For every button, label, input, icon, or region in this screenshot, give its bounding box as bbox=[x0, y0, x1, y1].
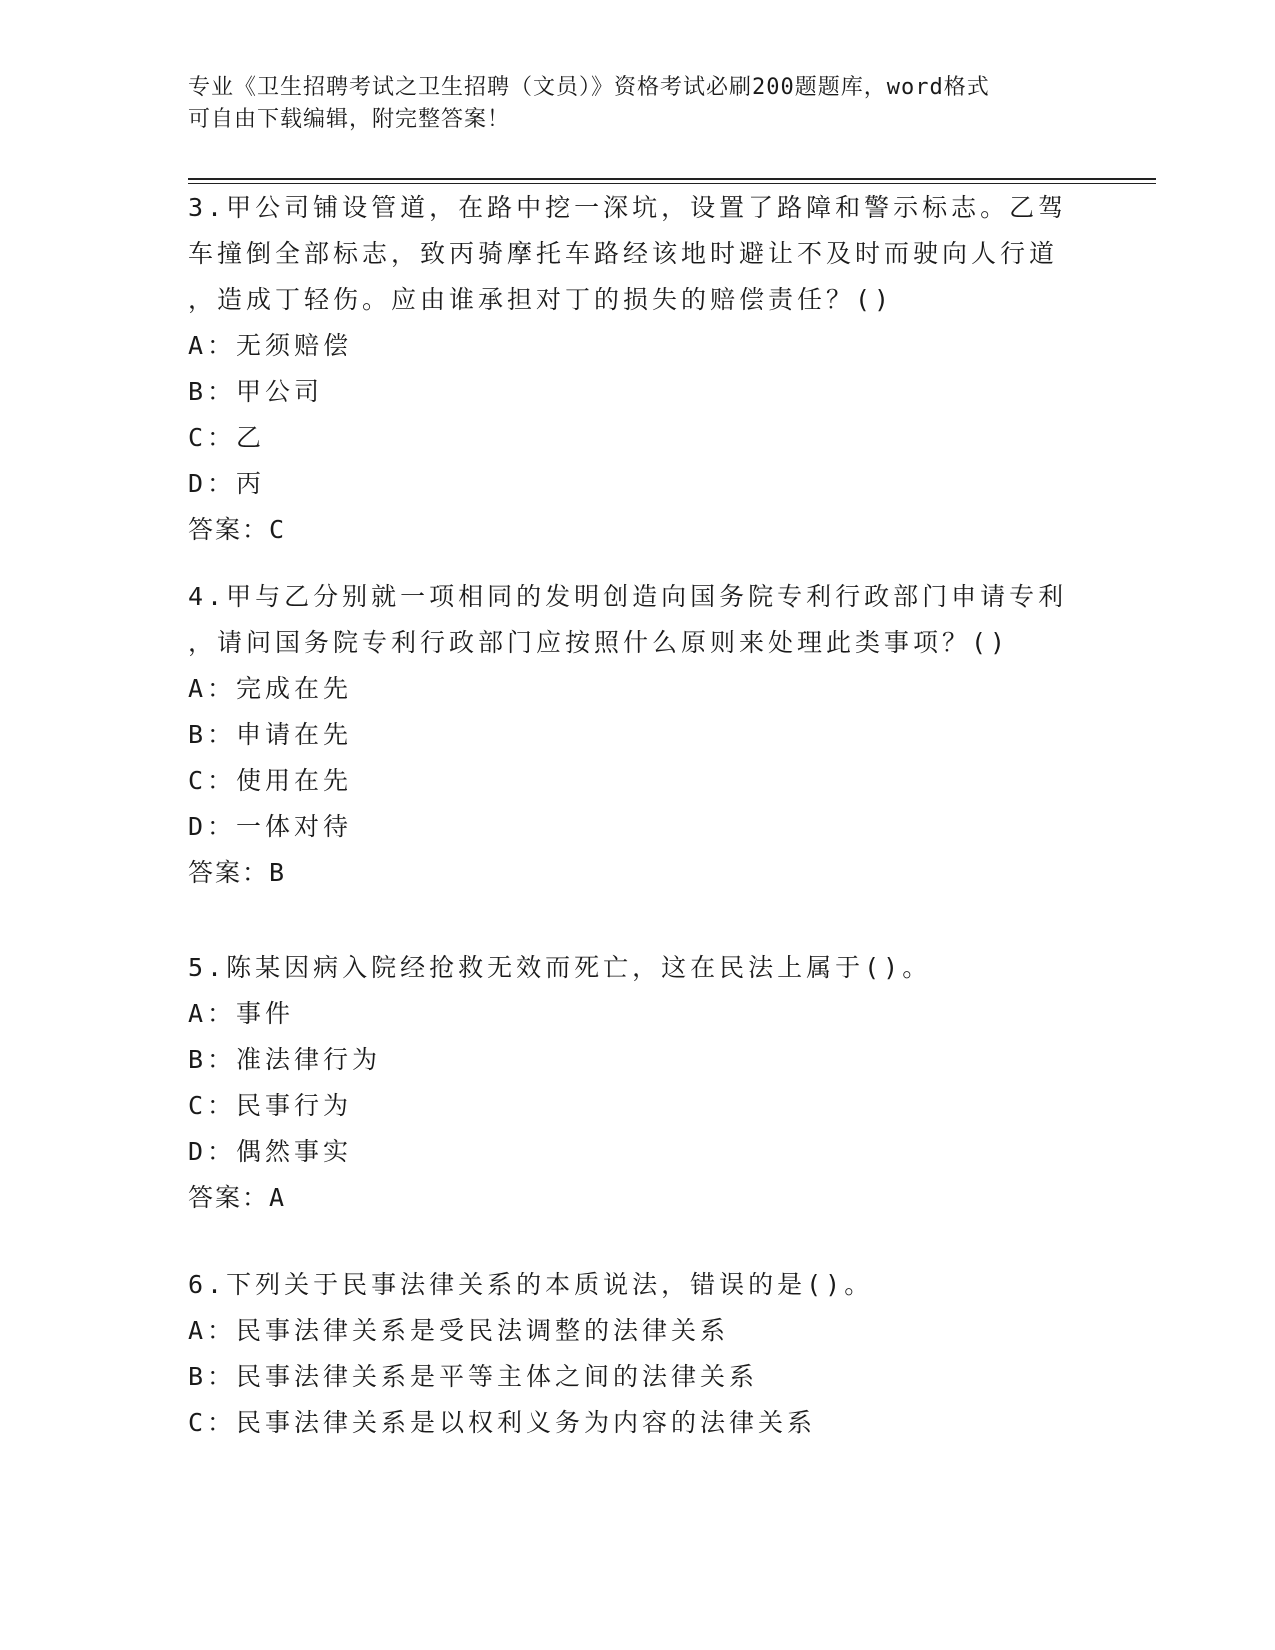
answer-value: A bbox=[269, 1183, 287, 1212]
question-block bbox=[188, 945, 1068, 1221]
question-stem bbox=[188, 185, 1068, 323]
option-a: A：民事法律关系是受民法调整的法律关系 bbox=[188, 1316, 730, 1345]
option-d: D：丙 bbox=[188, 469, 266, 498]
question-stem-line: ，请问国务院专利行政部门应按照什么原则来处理此类事项？() bbox=[188, 628, 1010, 657]
answer-line bbox=[188, 850, 1068, 896]
option-c: C：使用在先 bbox=[188, 766, 353, 795]
answer-label: 答案： bbox=[188, 515, 270, 544]
option-a: A：事件 bbox=[188, 999, 295, 1028]
question-block bbox=[188, 185, 1068, 553]
option-a: A：无须赔偿 bbox=[188, 331, 353, 360]
question-stem-line: 车撞倒全部标志，致丙骑摩托车路经该地时避让不及时而驶向人行道 bbox=[188, 239, 1059, 268]
question-block bbox=[188, 574, 1068, 896]
option-c: C：民事行为 bbox=[188, 1091, 353, 1120]
question-stem bbox=[188, 945, 1068, 991]
header-line-1: 专业《卫生招聘考试之卫生招聘（文员）》资格考试必刷200题题库，word格式 bbox=[188, 75, 990, 100]
answer-value: C bbox=[269, 515, 287, 544]
option-b: B：申请在先 bbox=[188, 720, 353, 749]
question-stem-line: 6.下列关于民事法律关系的本质说法，错误的是()。 bbox=[188, 1270, 874, 1299]
option-c: C：民事法律关系是以权利义务为内容的法律关系 bbox=[188, 1408, 817, 1437]
question-stem-line: 4.甲与乙分别就一项相同的发明创造向国务院专利行政部门申请专利 bbox=[188, 582, 1068, 611]
question-stem-line: 5.陈某因病入院经抢救无效而死亡，这在民法上属于()。 bbox=[188, 953, 932, 982]
answer-line bbox=[188, 507, 1068, 553]
option-c: C：乙 bbox=[188, 423, 266, 452]
answer-line bbox=[188, 1175, 1068, 1221]
option-d: D：一体对待 bbox=[188, 812, 353, 841]
question-stem bbox=[188, 574, 1068, 666]
answer-value: B bbox=[269, 858, 287, 887]
question-stem-line: 3.甲公司铺设管道，在路中挖一深坑，设置了路障和警示标志。乙驾 bbox=[188, 193, 1068, 222]
answer-label: 答案： bbox=[188, 858, 270, 887]
option-a: A：完成在先 bbox=[188, 674, 353, 703]
question-stem bbox=[188, 1262, 1068, 1308]
question-block bbox=[188, 1262, 1068, 1446]
question-stem-line: ，造成丁轻伤。应由谁承担对丁的损失的赔偿责任？() bbox=[188, 285, 894, 314]
option-b: B：甲公司 bbox=[188, 377, 324, 406]
document-header bbox=[188, 72, 1088, 136]
option-d: D：偶然事实 bbox=[188, 1137, 353, 1166]
option-b: B：民事法律关系是平等主体之间的法律关系 bbox=[188, 1362, 759, 1391]
header-line-2: 可自由下载编辑，附完整答案！ bbox=[188, 107, 511, 132]
header-divider-thin bbox=[188, 183, 1156, 184]
option-b: B：准法律行为 bbox=[188, 1045, 382, 1074]
header-divider-thick bbox=[188, 178, 1156, 180]
answer-label: 答案： bbox=[188, 1183, 270, 1212]
